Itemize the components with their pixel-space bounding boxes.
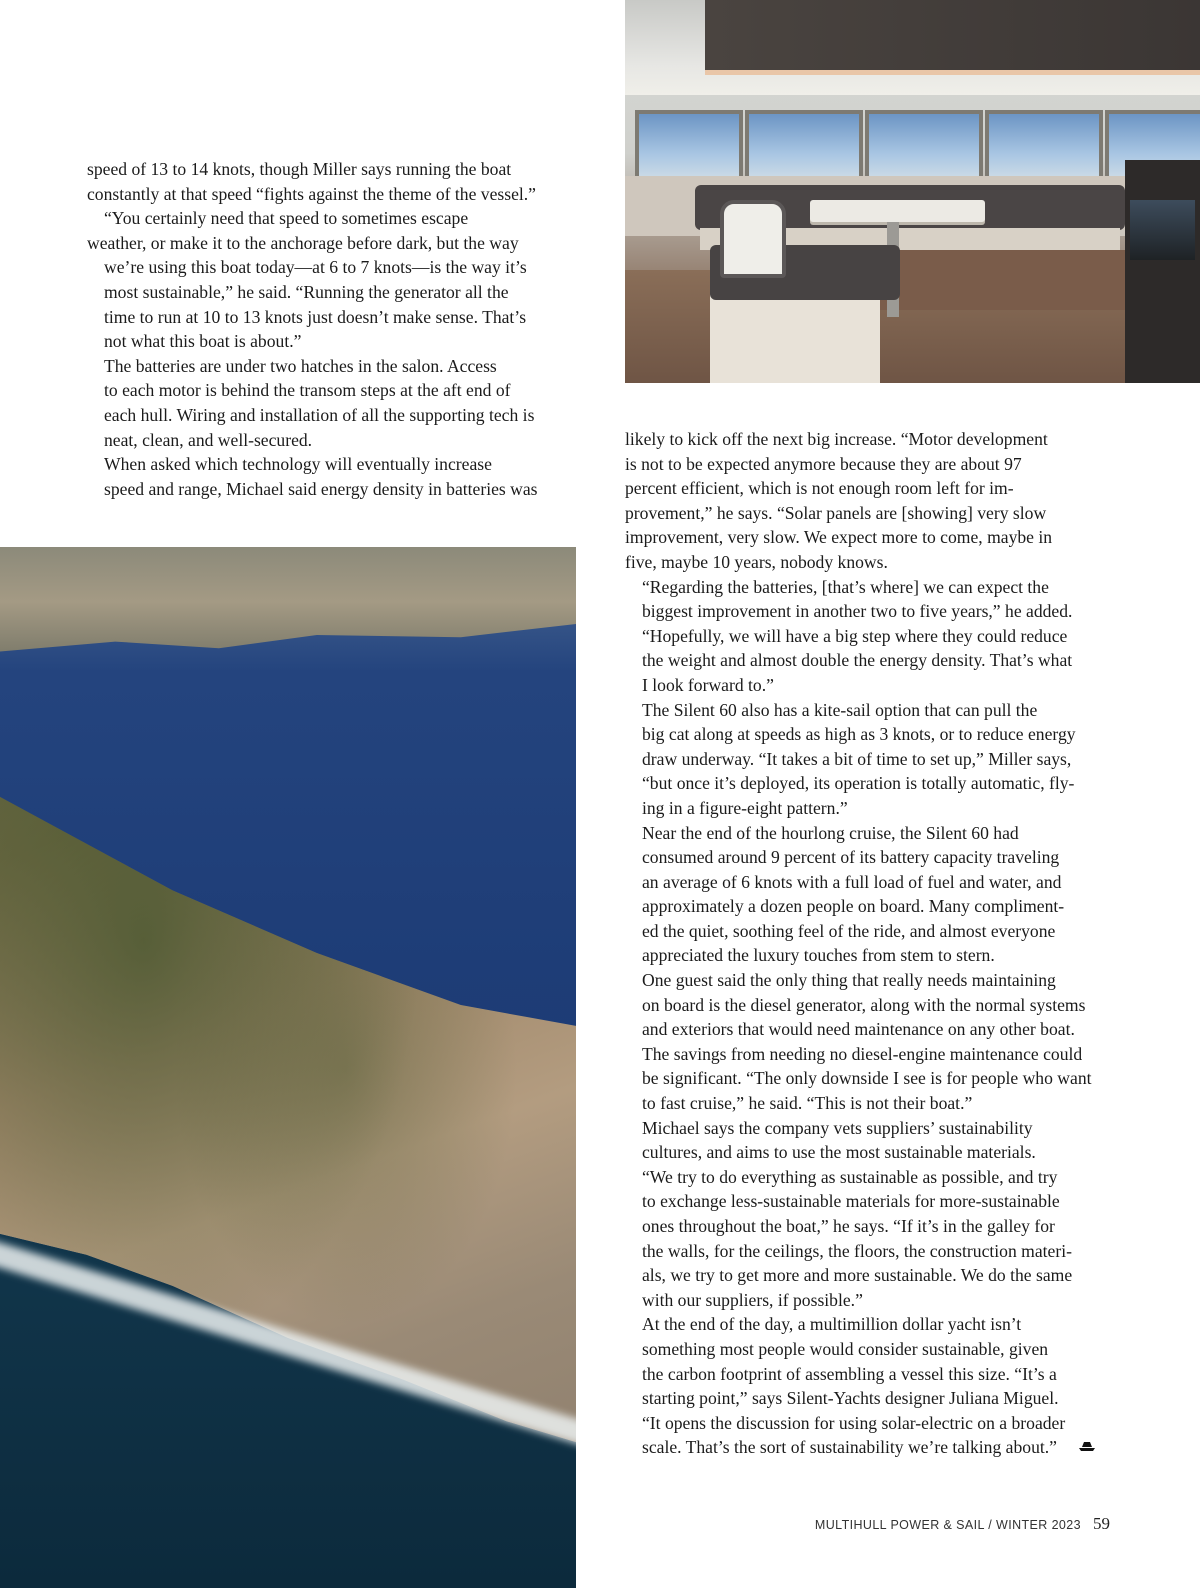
page-footer: [780, 1514, 1110, 1534]
publication-name: MULTIHULL POWER & SAIL / WINTER 2023: [814, 1518, 1081, 1532]
paragraph: The Silent 60 also has a kite-sail option that can pull the big cat along at speeds as high as 3 knots, or to reduce energy draw underway. “It takes a bit of time to set up,” Miller says, “but once it’s deployed, its operation is totally automatic, fly- ing in a figure-eight pattern.”: [642, 699, 1076, 818]
paragraph: Michael says the company vets suppliers’ sustainability cultures, and aims to use the most sustainable materials. “We try to do everything as sustainable as possible, and try to exchange less-sustainable materials for more-sustainable ones throughout the boat,” he says. “If it’s in the galley for the walls, for the ceilings, the floors, the construction materi- als, we try to get more and more sustainable. We do the same with our suppliers, if possible.”: [642, 1117, 1073, 1310]
paragraph: Near the end of the hourlong cruise, the Silent 60 had consumed around 9 percent of its battery capacity traveling an average of 6 knots with a full load of fuel and water, and approximately a dozen people on board. Many compliment- ed the quiet, soothing feel of the ride, and almost everyone appreciated the luxury touches from stem to stern.: [642, 822, 1065, 966]
paragraph: likely to kick off the next big increase. “Motor development is not to be expected anymore because they are about 97 percent efficient, which is not enough room left for im- provement,” he says. “Solar panels are [showing] very slow improvement, very slow. We expect more to come, maybe in five, maybe 10 years, nobody knows.: [625, 429, 1053, 572]
left-text-column: [87, 157, 579, 501]
catamaran-end-mark-icon: [1061, 1436, 1096, 1461]
paragraph: At the end of the day, a multimillion dollar yacht isn’t something most people would consider sustainable, given the carbon footprint of assembling a vessel this size. “It’s a starting point,” says Silent-Yachts designer Juliana Miguel. “It opens the discussion for using solar-electric on a broader scale. That’s the sort of sustainability we’re talking about.”: [625, 1312, 1110, 1461]
page-number: 59: [1093, 1514, 1110, 1533]
paragraph: One guest said the only thing that really needs maintaining on board is the diesel generator, along with the normal systems and exteriors that would need maintenance on any other boat. The savings from needing no diesel-engine maintenance could be significant. “The only downside I see is for people who want to fast cruise,” he said. “This is not their boat.”: [642, 970, 1092, 1114]
paragraph: The batteries are under two hatches in the salon. Access to each motor is behind the transom steps at the aft end of each hull. Wiring and installation of all the supporting tech is neat, clean, and well-secured.: [104, 355, 535, 450]
paragraph: “You certainly need that speed to sometimes escape weather, or make it to the anchorage before dark, but the way we’re using this boat today—at 6 to 7 knots—is the way it’s most sustainable,” he said. “Running the generator all the time to run at 10 to 13 knots just doesn’t make sense. That’s not what this boat is about.”: [87, 208, 527, 352]
coastline-aerial-photo: [0, 547, 576, 1588]
paragraph: “Regarding the batteries, [that’s where] we can expect the biggest improvement in another two to five years,” he added. “Hopefully, we will have a big step where they could reduce the weight and almost double the energy density. That’s what I look forward to.”: [642, 576, 1073, 695]
right-text-column: [625, 427, 1110, 1461]
salon-interior-photo: [625, 0, 1200, 383]
paragraph: speed of 13 to 14 knots, though Miller says running the boat constantly at that speed “fights against the theme of the vessel.”: [87, 159, 536, 204]
paragraph: When asked which technology will eventually increase speed and range, Michael said energy density in batteries was: [104, 454, 538, 499]
